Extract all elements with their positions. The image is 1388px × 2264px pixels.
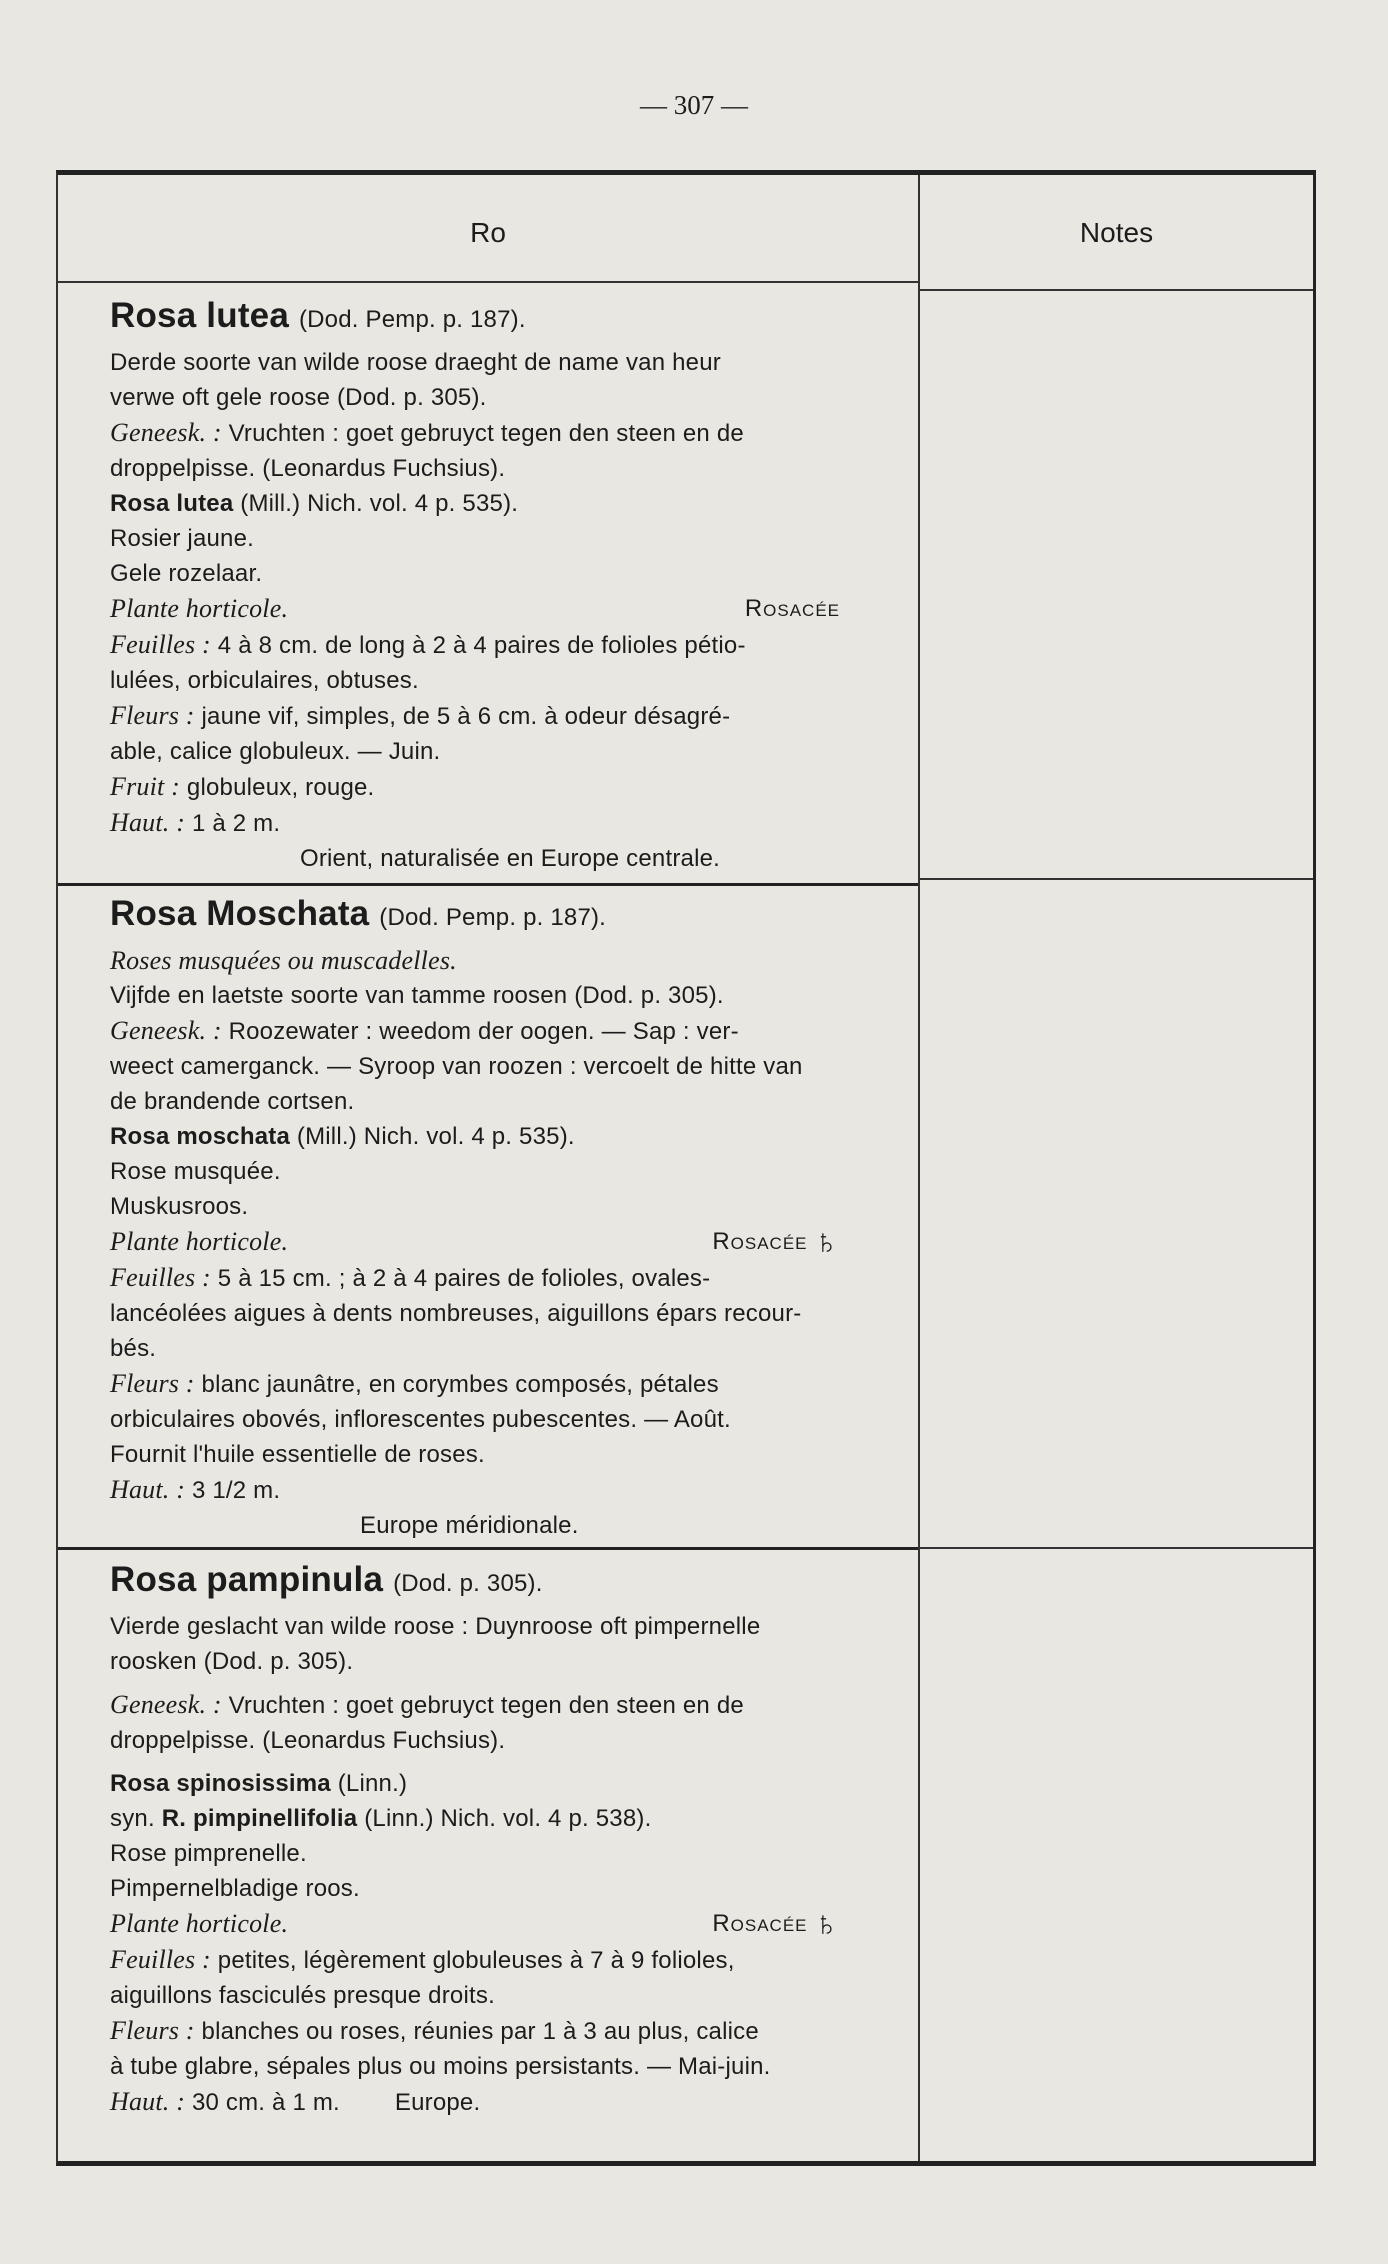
leaves-desc: Feuilles : 4 à 8 cm. de long à 2 à 4 paires de folioles pétio-: [110, 630, 746, 659]
entry-text: Vierde geslacht van wilde roose : Duynroose oft pimpernelle: [110, 1613, 761, 1640]
french-name: Rosier jaune.: [110, 525, 255, 552]
entry-title: Rosa lutea (Dod. Pemp. p. 187).: [110, 296, 526, 335]
dutch-name: Gele rozelaar.: [110, 560, 263, 587]
scientific-name: Rosa moschata (Mill.) Nich. vol. 4 p. 535).: [110, 1123, 575, 1150]
fruit-desc: Fruit : globuleux, rouge.: [110, 772, 375, 801]
family-label: Rosacée ♄: [712, 1905, 840, 1943]
leaves-desc-cont: lulées, orbiculaires, obtuses.: [110, 667, 419, 694]
medicinal-note: Geneesk. : Vruchten : goet gebruyct tegen den steen en de: [110, 418, 744, 447]
scientific-name: Rosa spinosissima (Linn.): [110, 1770, 408, 1797]
extra-note: Fournit l'huile essentielle de roses.: [110, 1441, 485, 1468]
entry-text: verwe oft gele roose (Dod. p. 305).: [110, 384, 487, 411]
family-label: Rosacée ♄: [712, 1223, 840, 1261]
dutch-name: Pimpernelbladige roos.: [110, 1875, 360, 1902]
leaves-desc-cont: bés.: [110, 1335, 157, 1362]
entry-rosa-pampinula: [110, 1557, 910, 2120]
origin: Orient, naturalisée en Europe centrale.: [299, 845, 721, 872]
french-name: Rose pimprenelle.: [110, 1840, 307, 1867]
medicinal-note-cont: weect camerganck. — Syroop van roozen : vercoelt de hitte van: [110, 1053, 803, 1080]
register-table: [56, 170, 1316, 2166]
page-number: — 307 —: [640, 90, 748, 120]
leaves-desc-cont: lancéolées aigues à dents nombreuses, aiguillons épars recour-: [110, 1300, 802, 1327]
family-label: Rosacée: [744, 595, 840, 622]
medicinal-note-cont: droppelpisse. (Leonardus Fuchsius).: [110, 1727, 506, 1754]
flowers-desc-cont: à tube glabre, sépales plus ou moins persistants. — Mai-juin.: [110, 2053, 771, 2080]
flowers-desc-cont: orbiculaires obovés, inflorescentes pubescentes. — Août.: [110, 1406, 731, 1433]
dutch-name: Muskusroos.: [110, 1193, 249, 1220]
plant-type: Plante horticole. Rosacée ♄: [110, 1223, 840, 1261]
entry-rule-left: [58, 1547, 918, 1550]
shrub-symbol-icon: ♄: [813, 1905, 840, 1943]
medicinal-note-cont: de brandende cortsen.: [110, 1088, 355, 1115]
scientific-name: Rosa lutea (Mill.) Nich. vol. 4 p. 535).: [110, 490, 519, 517]
leaves-desc-cont: aiguillons fasciculés presque droits.: [110, 1982, 495, 2009]
origin: Europe.: [394, 2089, 481, 2116]
entry-rosa-lutea: [110, 293, 910, 876]
medicinal-note: Geneesk. : Vruchten : goet gebruyct tegen den steen en de: [110, 1690, 744, 1719]
flowers-desc: Fleurs : blanc jaunâtre, en corymbes composés, pétales: [110, 1369, 719, 1398]
column-divider: [918, 175, 920, 2161]
entry-title: Rosa Moschata (Dod. Pemp. p. 187).: [110, 894, 607, 933]
leaves-desc: Feuilles : petites, légèrement globuleuses à 7 à 9 folioles,: [110, 1945, 735, 1974]
flowers-desc-cont: able, calice globuleux. — Juin.: [110, 738, 441, 765]
header-rule-right: [920, 289, 1313, 291]
entry-text: roosken (Dod. p. 305).: [110, 1648, 354, 1675]
column-header-ro: Ro: [470, 217, 506, 248]
entry-text: Vijfde en laetste soorte van tamme roosen (Dod. p. 305).: [110, 982, 724, 1009]
height-desc: Haut. : 1 à 2 m.: [110, 808, 281, 837]
height-desc: Haut. : 30 cm. à 1 m. Europe.: [110, 2087, 481, 2116]
synonym: syn. R. pimpinellifolia (Linn.) Nich. vol. 4 p. 538).: [110, 1805, 652, 1832]
french-name: Rose musquée.: [110, 1158, 281, 1185]
shrub-symbol-icon: ♄: [813, 1223, 840, 1261]
leaves-desc: Feuilles : 5 à 15 cm. ; à 2 à 4 paires de folioles, ovales-: [110, 1263, 711, 1292]
entry-rosa-moschata: [110, 891, 910, 1543]
plant-type: Plante horticole. Rosacée: [110, 591, 910, 627]
entry-rule-right: [920, 878, 1313, 880]
header-rule-left: [58, 281, 918, 283]
entry-text: Derde soorte van wilde roose draeght de name van heur: [110, 349, 721, 376]
flowers-desc: Fleurs : blanches ou roses, réunies par 1 à 3 au plus, calice: [110, 2016, 759, 2045]
medicinal-note: Geneesk. : Roozewater : weedom der oogen. — Sap : ver-: [110, 1016, 739, 1045]
entry-subtitle: Roses musquées ou muscadelles.: [110, 946, 457, 975]
plant-type: Plante horticole. Rosacée ♄: [110, 1905, 840, 1943]
column-header-notes: Notes: [1079, 217, 1154, 248]
entry-rule-left: [58, 883, 918, 886]
entry-rule-right: [920, 1547, 1313, 1549]
height-desc: Haut. : 3 1/2 m.: [110, 1475, 281, 1504]
entry-title: Rosa pampinula (Dod. p. 305).: [110, 1560, 543, 1599]
origin: Europe méridionale.: [360, 1512, 579, 1539]
medicinal-note-cont: droppelpisse. (Leonardus Fuchsius).: [110, 455, 506, 482]
flowers-desc: Fleurs : jaune vif, simples, de 5 à 6 cm. à odeur désagré-: [110, 701, 731, 730]
